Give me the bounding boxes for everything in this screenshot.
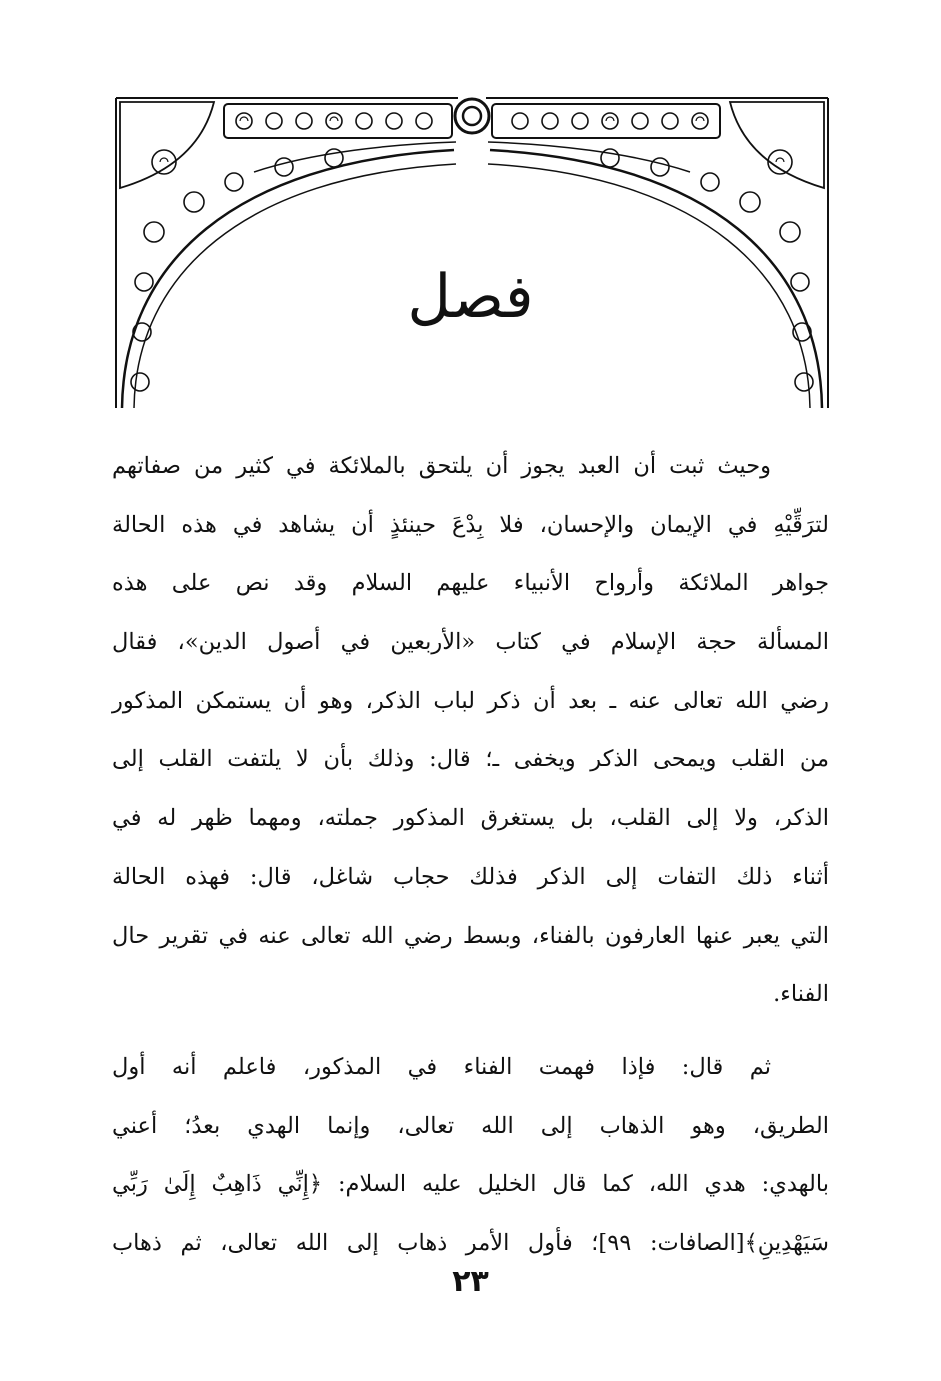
text-line: لترَقِّيْهِ في الإيمان والإحسان، فلا بِدْعَ حينئذٍ أن يشاهد في هذه الحالة xyxy=(112,511,829,538)
text-line: ثم قال: فإذا فهمت الفناء في المذكور، فاعلم أنه أول xyxy=(112,1053,771,1080)
paragraph xyxy=(112,1038,829,1273)
text-line: من القلب ويمحى الذكر ويخفى ـ؛ قال: وذلك بأن لا يلتفت القلب إلى xyxy=(112,746,829,773)
text-line: المسألة حجة الإسلام في كتاب «الأربعين في أصول الدين»، فقال xyxy=(112,629,829,656)
text-line: الفناء. xyxy=(773,981,829,1008)
text-line: الذكر، ولا إلى القلب، بل يستغرق المذكور جملته، ومهما ظهر له في xyxy=(112,805,829,832)
text-line: أثناء ذلك التفات إلى الذكر فذلك حجاب شاغل، قال: فهذه الحالة xyxy=(112,863,829,890)
text-line: وحيث ثبت أن العبد يجوز أن يلتحق بالملائكة في كثير من صفاتهم xyxy=(112,453,771,479)
paragraph xyxy=(112,437,829,1024)
ornamental-arch-frame xyxy=(114,92,830,410)
text-line: الطريق، وهو الذهاب إلى الله تعالى، وإنما الهدي بعدُ؛ أعني xyxy=(112,1112,829,1139)
text-line: رضي الله تعالى عنه ـ بعد أن ذكر لباب الذكر، وهو أن يستمكن المذكور xyxy=(112,687,829,714)
page-number: ٢٣ xyxy=(452,1264,489,1299)
text-line: بالهدي: هدي الله، كما قال الخليل عليه السلام: ﴿إِنِّي ذَاهِبٌ إِلَىٰ رَبِّي xyxy=(112,1171,829,1198)
text-line: التي يعبر عنها العارفون بالفناء، وبسط رضي الله تعالى عنه في تقرير حال xyxy=(112,922,829,949)
text-line: سَيَهْدِينِ﴾[الصافات: ٩٩]؛ فأول الأمر ذهاب إلى الله تعالى، ثم ذهاب xyxy=(112,1229,829,1256)
body-text xyxy=(112,437,829,1273)
paragraph-gap xyxy=(112,1024,829,1038)
section-heading: فصل xyxy=(407,262,534,332)
text-line: جواهر الملائكة وأرواح الأنبياء عليهم السلام وقد نص على هذه xyxy=(112,570,829,597)
